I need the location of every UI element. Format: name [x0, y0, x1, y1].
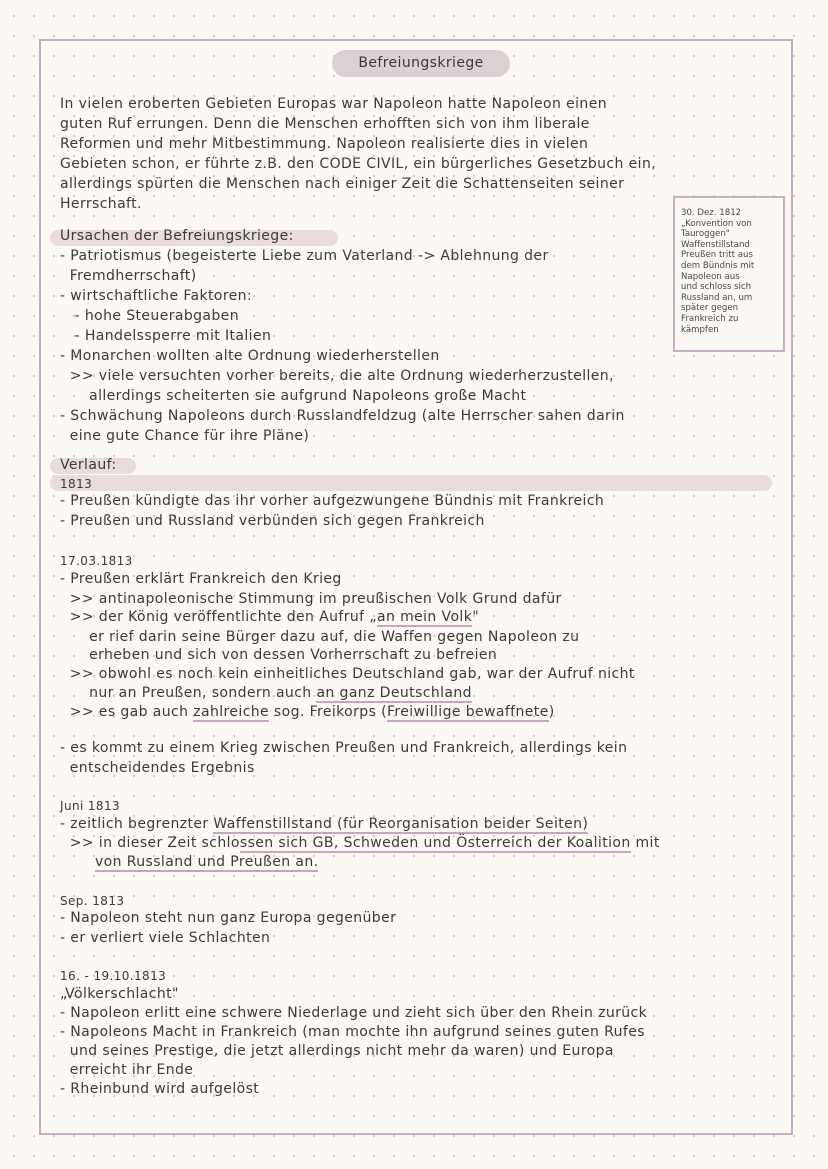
course-line: - zeitlich begrenzter Waffenstillstand (für Reorganisation beider Seiten) [60, 816, 589, 832]
causes-line: eine gute Chance für ihre Pläne) [60, 428, 310, 444]
date-label: 16. - 19.10.1813 [60, 969, 167, 983]
course-line: entscheidendes Ergebnis [60, 760, 255, 776]
causes-line: - Schwächung Napoleons durch Russlandfeldzug (alte Herrscher sahen darin [60, 408, 625, 424]
side-note [673, 196, 785, 352]
note-line: später gegen [681, 303, 739, 314]
course-line: erheben und sich von dessen Vorherrschaft zu befreien [60, 647, 498, 663]
underline: an ganz Deutschland [316, 685, 472, 701]
intro-line: allerdings spürten die Menschen nach einiger Zeit die Schattenseiten seiner [60, 176, 625, 192]
note-line: „Konvention von [681, 218, 752, 229]
underline: Freiwillige bewaffnete [386, 704, 549, 720]
course-line: - Preußen erklärt Frankreich den Krieg [60, 571, 342, 587]
underline: ssen sich GB, Schweden und Österreich der Koalition [239, 835, 631, 851]
course-heading: Verlauf: [60, 457, 117, 473]
note-line: und schloss sich [681, 282, 752, 293]
course-line: - Napoleon erlitt eine schwere Niederlage und zieht sich über den Rhein zurück [60, 1005, 648, 1021]
causes-line: - Patriotismus (begeisterte Liebe zum Vaterland -> Ablehnung der [60, 248, 549, 264]
course-line: und seines Prestige, die jetzt allerdings nicht mehr da waren) und Europa [60, 1043, 614, 1059]
course-line: >> in dieser Zeit schlossen sich GB, Schweden und Österreich der Koalition mit [60, 835, 660, 851]
course-line: - Preußen kündigte das ihr vorher aufgezwungene Bündnis mit Frankreich [60, 493, 605, 509]
intro-line: In vielen eroberten Gebieten Europas war Napoleon hatte Napoleon einen [60, 96, 607, 112]
intro-line: guten Ruf errungen. Denn die Menschen erhofften sich von ihm liberale [60, 116, 590, 132]
causes-line: Fremdherrschaft) [60, 268, 197, 284]
intro-line: Gebieten schon, er führte z.B. den CODE CIVIL, ein bürgerliches Gesetzbuch ein, [60, 156, 657, 172]
course-line: >> der König veröffentlichte den Aufruf „an mein Volk" [60, 609, 480, 625]
course-line: erreicht ihr Ende [60, 1062, 194, 1078]
underline: Waffenstillstand (für Reorganisation beider Seiten) [213, 816, 589, 832]
underline: an mein Volk [376, 609, 473, 625]
causes-line: - Handelssperre mit Italien [60, 328, 272, 344]
causes-line: - hohe Steuerabgaben [60, 308, 239, 324]
causes-line: >> viele versuchten vorher bereits, die alte Ordnung wiederherzustellen, [60, 368, 614, 384]
course-line: - er verliert viele Schlachten [60, 930, 271, 946]
note-line: Tauroggen" [681, 229, 730, 240]
note-line: Waffenstillstand [681, 239, 750, 250]
intro-line: Herrschaft. [60, 196, 142, 212]
note-line: kämpfen [681, 324, 719, 335]
note-line: 30. Dez. 1812 [681, 208, 742, 218]
note-line: Russland an, um [681, 292, 753, 303]
underline: von Russland und Preußen an. [95, 854, 319, 870]
intro-line: Reformen und mehr Mitbestimmung. Napoleon realisierte dies in vielen [60, 136, 589, 152]
note-line: Napoleon aus [681, 271, 740, 282]
causes-heading: Ursachen der Befreiungskriege: [60, 228, 294, 244]
note-line: dem Bündnis mit [681, 260, 755, 271]
note-line: Preußen tritt aus [681, 250, 753, 261]
causes-line: - Monarchen wollten alte Ordnung wiederherstellen [60, 348, 440, 364]
course-line [95, 852, 318, 872]
date-label: 17.03.1813 [60, 554, 133, 568]
underline: zahlreiche [193, 704, 270, 720]
course-line: >> antinapoleonische Stimmung im preußischen Volk Grund dafür [60, 591, 562, 607]
course-line: - es kommt zu einem Krieg zwischen Preußen und Frankreich, allerdings kein [60, 740, 628, 756]
note-line: Frankreich zu [681, 313, 739, 324]
date-label: Sep. 1813 [60, 894, 125, 908]
course-line: >> es gab auch zahlreiche sog. Freikorps (Freiwillige bewaffnete) [60, 704, 555, 720]
year-1813: 1813 [60, 477, 93, 491]
date-label: Juni 1813 [60, 799, 121, 813]
course-line: - Preußen und Russland verbünden sich gegen Frankreich [60, 513, 485, 529]
course-line: - Napoleon steht nun ganz Europa gegenüber [60, 910, 397, 926]
course-line: er rief darin seine Bürger dazu auf, die Waffen gegen Napoleon zu [60, 629, 580, 645]
page-title: Befreiungskriege [332, 50, 510, 77]
year-bar [50, 475, 772, 491]
course-line: >> obwohl es noch kein einheitliches Deutschland gab, war der Aufruf nicht [60, 666, 635, 682]
causes-line: - wirtschaftliche Faktoren: [60, 288, 253, 304]
course-line: - Rheinbund wird aufgelöst [60, 1081, 260, 1097]
causes-line: allerdings scheiterten sie aufgrund Napoleons große Macht [60, 388, 527, 404]
course-line: - Napoleons Macht in Frankreich (man mochte ihn aufgrund seines guten Rufes [60, 1024, 645, 1040]
course-line: „Völkerschlacht" [60, 986, 179, 1002]
course-line: nur an Preußen, sondern auch an ganz Deutschland [60, 685, 472, 701]
